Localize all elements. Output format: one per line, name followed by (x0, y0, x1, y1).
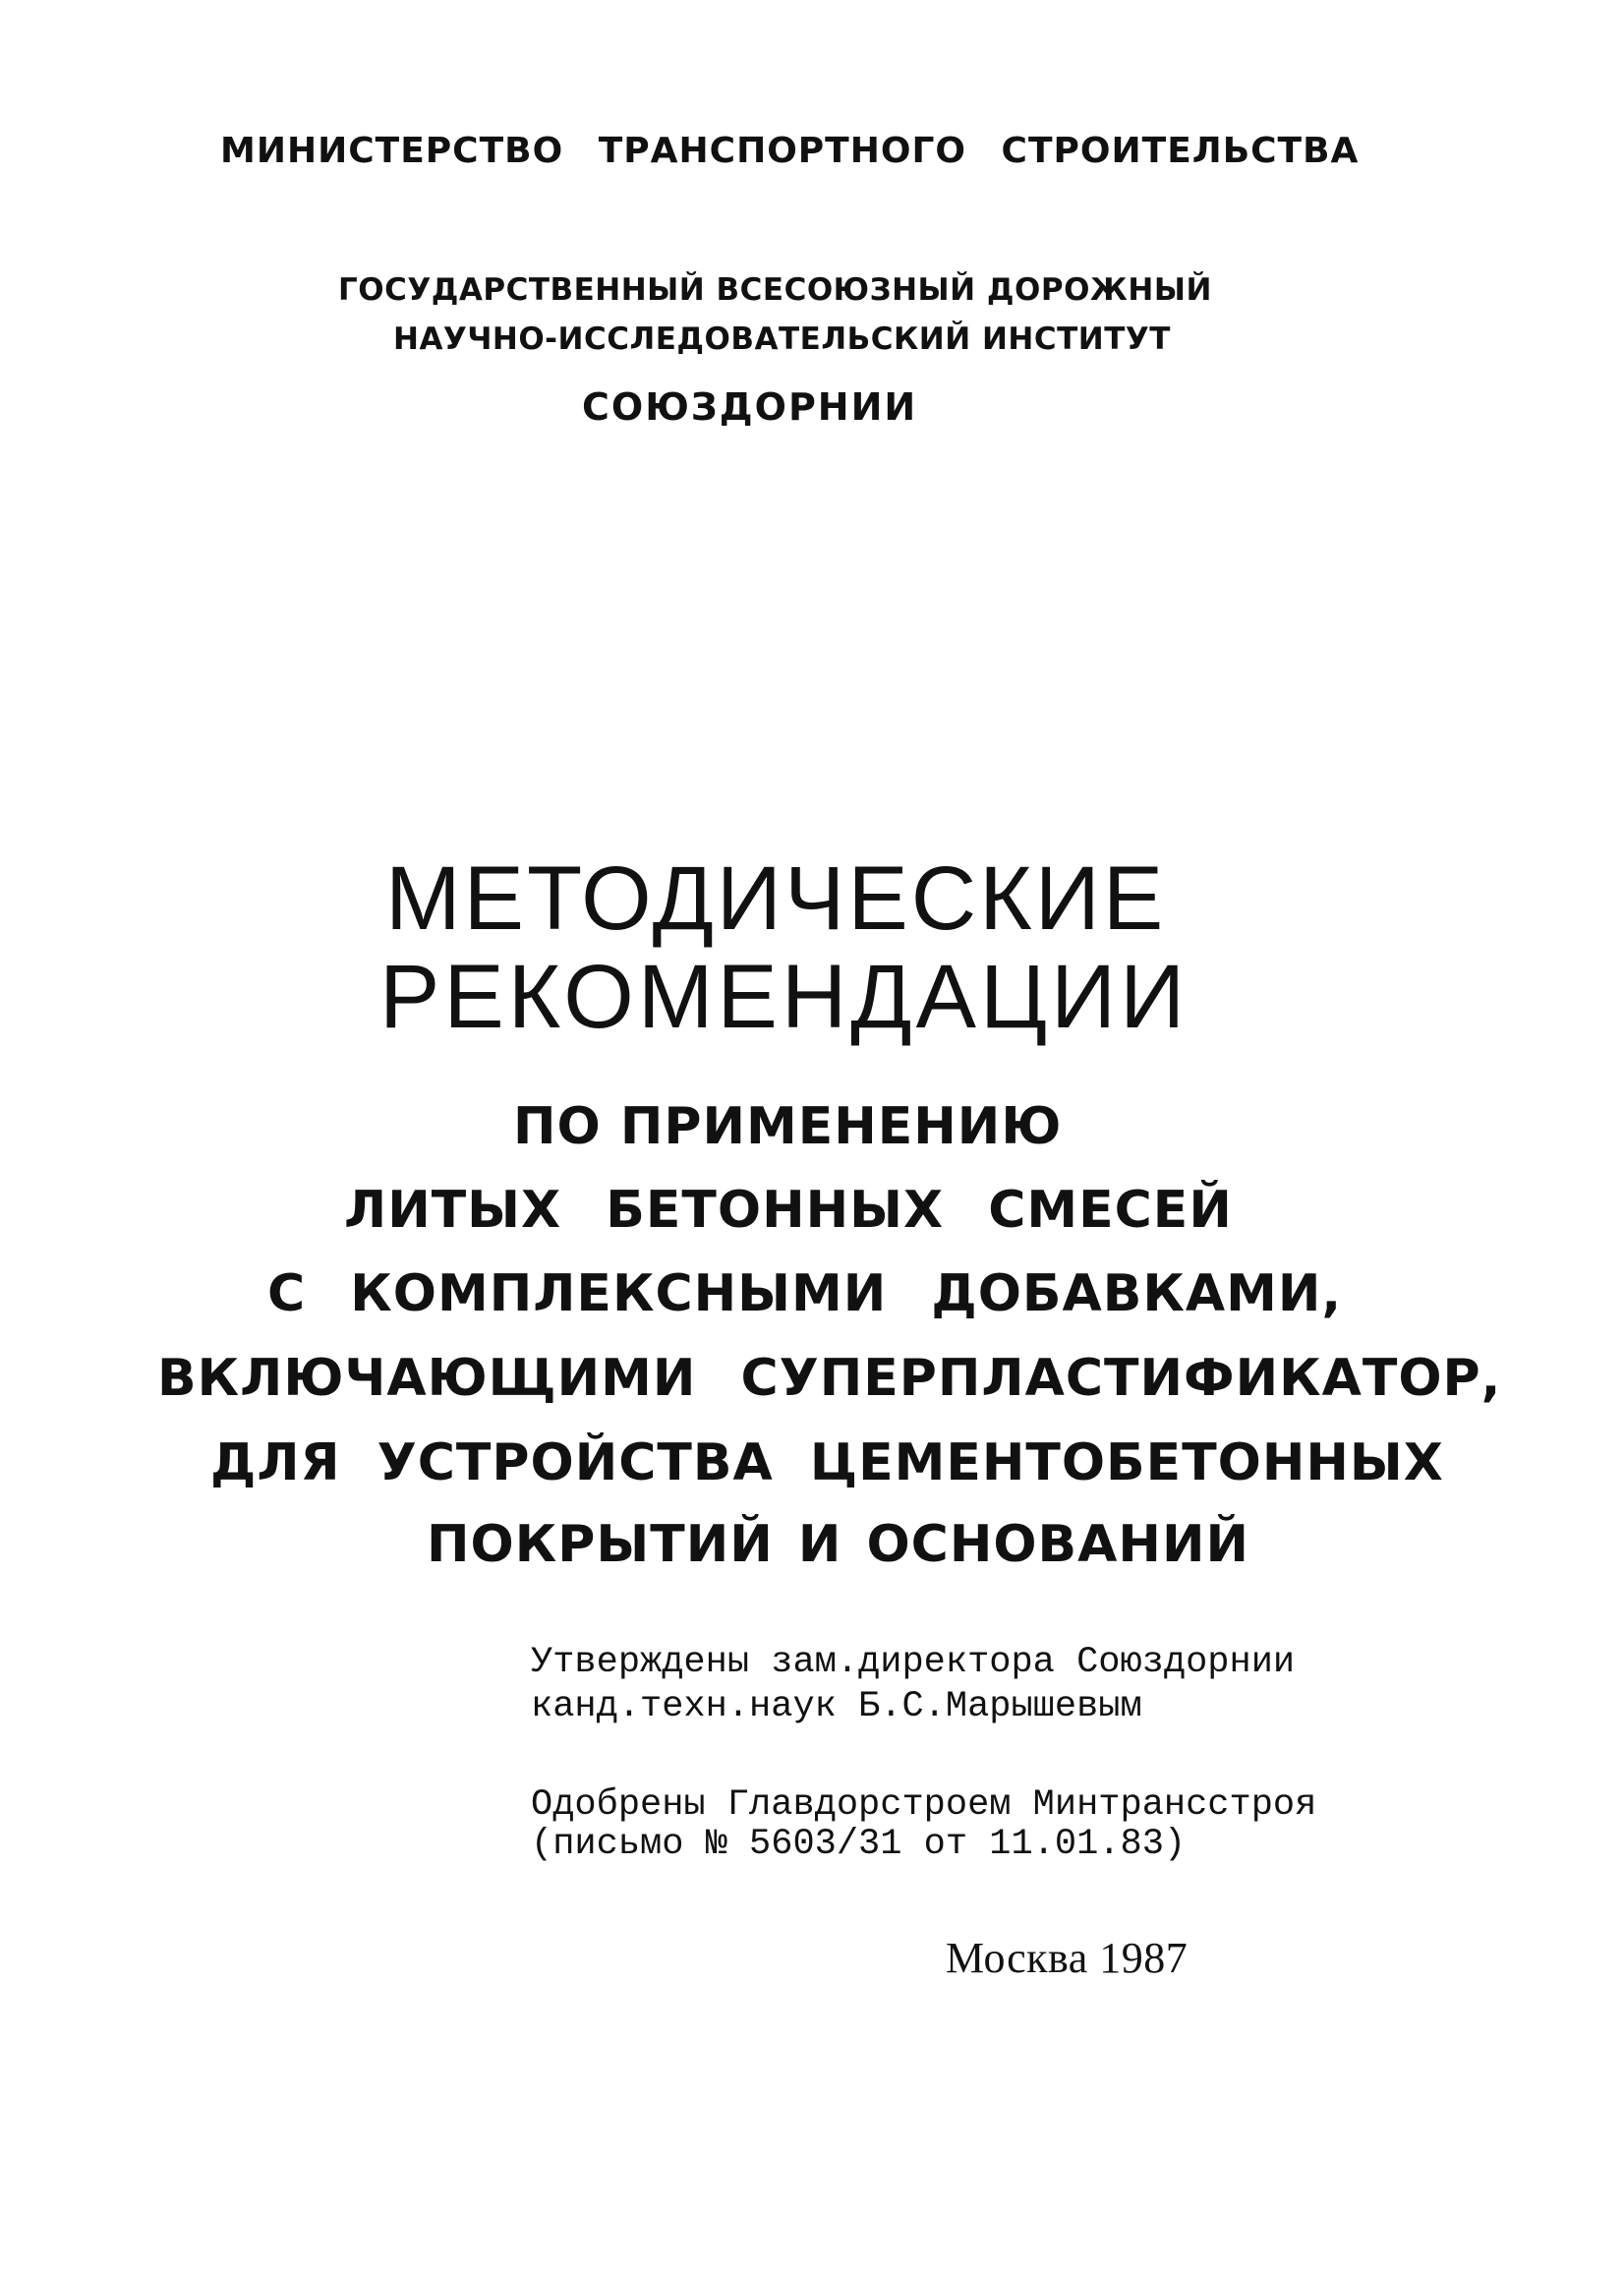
institute-name-line-1: ГОСУДАРСТВЕННЫЙ ВСЕСОЮЗНЫЙ ДОРОЖНЫЙ (338, 272, 1212, 308)
publication-imprint: Москва 1987 (946, 1934, 1189, 1982)
subtitle-line-2: ЛИТЫХ БЕТОННЫХ СМЕСЕЙ (344, 1181, 1233, 1240)
approval-note-line-2: канд.техн.наук Б.С.Марышевым (531, 1686, 1142, 1727)
subtitle-line-1: ПО ПРИМЕНЕНИЮ (513, 1097, 1063, 1156)
subtitle-line-4: ВКЛЮЧАЮЩИМИ СУПЕРПЛАСТИФИКАТОР, (157, 1349, 1502, 1408)
endorsement-note-line-2: (письмо № 5603/31 от 11.01.83) (531, 1824, 1187, 1865)
institute-abbreviation: СОЮЗДОРНИИ (582, 385, 918, 429)
subtitle-line-5: ДЛЯ УСТРОЙСТВА ЦЕМЕНТОБЕТОННЫХ (210, 1433, 1444, 1492)
institute-name-line-2: НАУЧНО-ИССЛЕДОВАТЕЛЬСКИЙ ИНСТИТУТ (393, 321, 1171, 357)
document-title-line-2: РЕКОМЕНДАЦИИ (379, 947, 1189, 1047)
subtitle-line-3: С КОМПЛЕКСНЫМИ ДОБАВКАМИ, (267, 1264, 1343, 1323)
endorsement-note-line-1: Одобрены Главдорстроем Минтрансстроя (531, 1784, 1317, 1826)
subtitle-line-6: ПОКРЫТИЙ И ОСНОВАНИЙ (427, 1515, 1249, 1574)
ministry-name: МИНИСТЕРСТВО ТРАНСПОРТНОГО СТРОИТЕЛЬСТВА (220, 131, 1360, 171)
document-title-line-1: МЕТОДИЧЕСКИЕ (385, 848, 1167, 949)
approval-note-line-1: Утверждены зам.директора Союздорнии (531, 1642, 1296, 1683)
